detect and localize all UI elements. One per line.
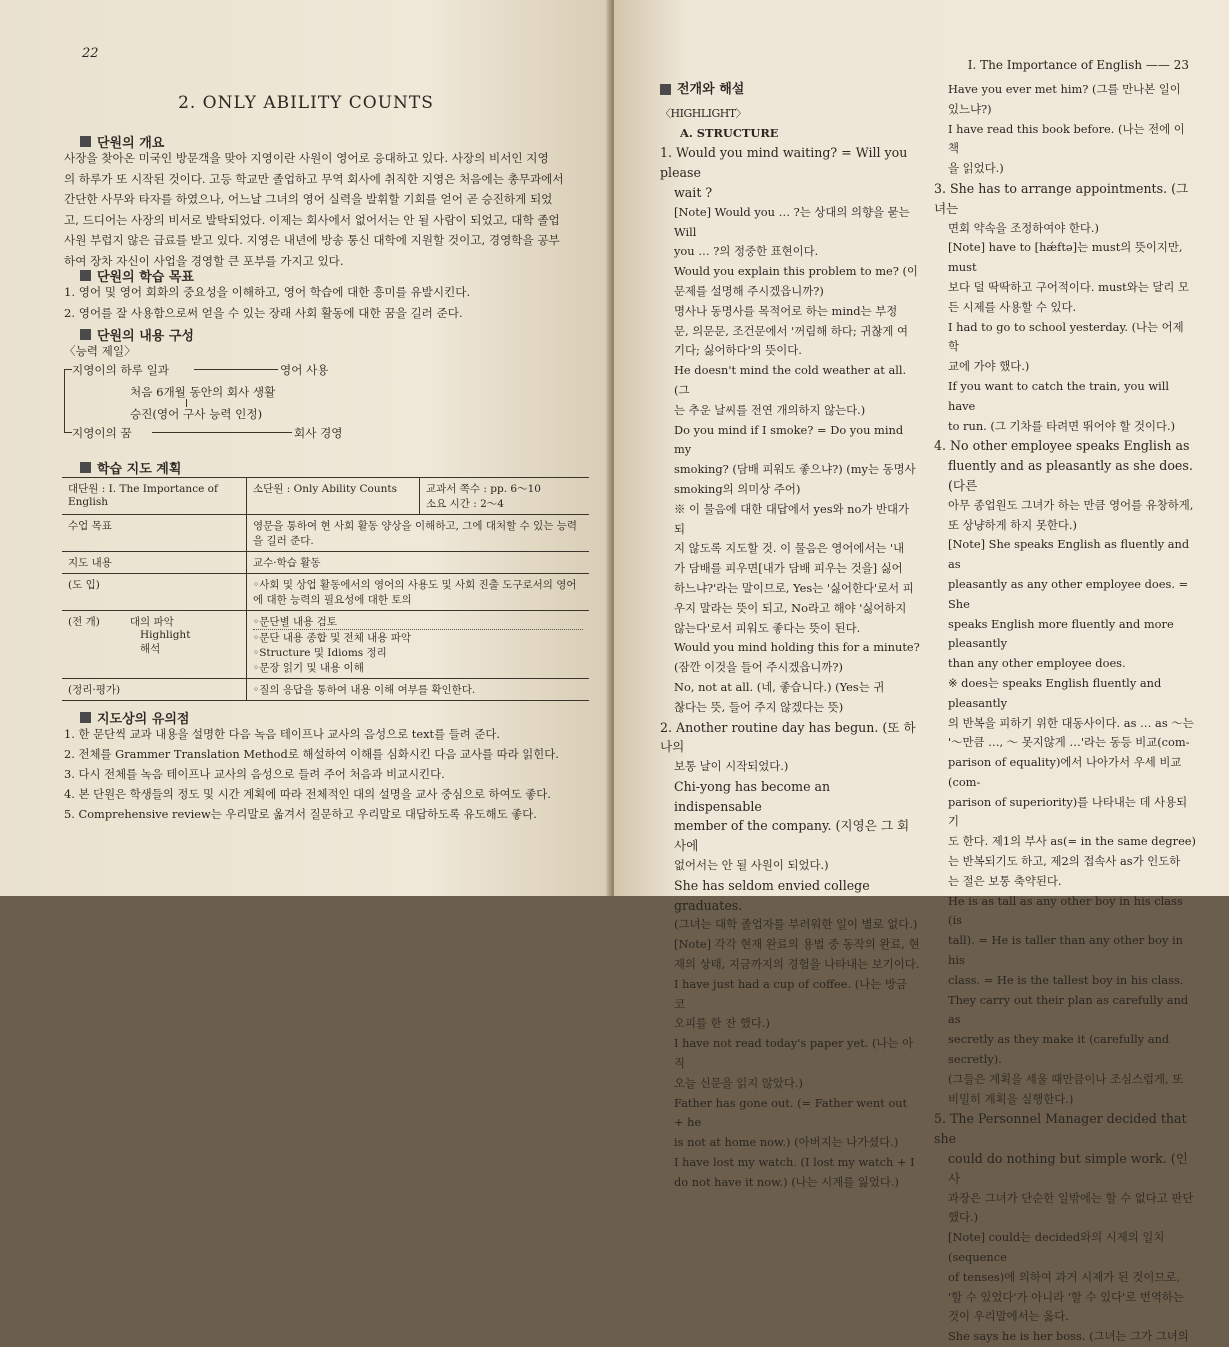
text-line: Do you mind if I smoke? = Do you mind my xyxy=(674,422,904,457)
tree-node: 지영이의 꿈 xyxy=(72,426,132,440)
text-line: I have read this book before. (나는 전에 이 책 xyxy=(948,121,1185,156)
text-line: [Note] could는 decided와의 시제의 일치(sequence xyxy=(948,1230,1165,1265)
text-line: 문제를 설명해 주시겠읍니까?) xyxy=(674,283,824,298)
text-line: [Note] Would you … ?는 상대의 의향을 묻는 Will xyxy=(674,204,910,239)
text-line: 우지 말라는 뜻이 되고, No라고 해야 '싫어하지 xyxy=(674,600,907,615)
text-line: secretly as they make it (carefully and secretly). xyxy=(948,1032,1170,1067)
text-line: 것이 우리말에서는 옳다. xyxy=(948,1309,1069,1324)
structure-heading: A. STRUCTURE xyxy=(680,125,779,140)
overview-heading: 단원의 개요 xyxy=(80,132,164,151)
content-tree xyxy=(62,362,362,442)
text-line: class. = He is the tallest boy in his class. xyxy=(948,972,1184,987)
table-row xyxy=(62,574,589,611)
text-line: 오피를 한 잔 했다.) xyxy=(674,1016,770,1031)
text-line: 명사나 동명사를 목적어로 하는 mind는 부정 xyxy=(674,303,898,318)
tree-node: 승진(영어 구사 능력 인정) xyxy=(130,407,263,421)
text-line: 오늘 신문을 읽지 않았다.) xyxy=(674,1075,803,1090)
text-line: He is as tall as any other boy in his class (is xyxy=(948,893,1183,928)
text-line: 1. Would you mind waiting? = Will you please xyxy=(660,145,908,181)
text-line: 2. Another routine day has begun. (또 하나의 xyxy=(660,719,916,755)
text-line: 교에 가야 했다.) xyxy=(948,359,1030,374)
text-line: 는 추운 날씨를 전연 개의하지 않는다.) xyxy=(674,402,866,417)
text-line: 보통 날이 시작되었다.) xyxy=(674,759,789,774)
text-line: Would you explain this problem to me? (이 xyxy=(674,264,918,279)
table-cell: 소단원 : Only Ability Counts xyxy=(247,478,420,515)
content-heading: 단원의 내용 구성 xyxy=(80,325,194,344)
goals-list xyxy=(64,282,470,323)
text-line: If you want to catch the train, you will have xyxy=(948,378,1170,413)
list-item: 2. 전체를 Grammer Translation Method로 해설하여 이해를 심화시킨 다음 교사를 따라 읽힌다. xyxy=(64,747,559,761)
table-cell: 영문을 통하여 현 사회 활동 양상을 이해하고, 그에 대처할 수 있는 능력을 길러 준다. xyxy=(247,515,590,552)
table-cell: 대단원 : Ⅰ. The Importance of English xyxy=(62,478,247,515)
text-line: 도 한다. 제1의 부사 as(= in the same degree) xyxy=(948,834,1196,849)
table-row xyxy=(62,552,589,574)
text-line: 지 않도록 지도할 것. 이 물음은 영어에서는 '내 xyxy=(674,541,905,556)
text-line: 또 상냥하게 하지 못한다.) xyxy=(948,517,1077,532)
tree-node: 지영이의 하루 일과 xyxy=(72,363,169,377)
table-cell: ◦사회 및 상업 활동에서의 영어의 사용도 및 사회 진출 도구로서의 영어에 대한 능력의 필요성에 대한 토의 xyxy=(247,574,590,611)
tips-list xyxy=(64,724,559,824)
text-line: of tenses)에 의하여 과거 시제가 된 것이므로, xyxy=(948,1269,1180,1284)
text-line: 없어서는 안 될 사원이 되었다.) xyxy=(674,858,829,873)
table-cell: (전 개) 대의 파악 Highlight 해석 xyxy=(62,611,247,679)
text-line: [Note] have to [hǽftə]는 must의 뜻이지만, must xyxy=(948,240,1183,275)
text-line: Father has gone out. (= Father went out + he xyxy=(674,1095,908,1130)
text-line: 아무 종업원도 그녀가 하는 만큼 영어를 유창하게, xyxy=(948,497,1194,512)
lesson-plan-table xyxy=(62,477,589,701)
page-number-left: 22 xyxy=(82,46,99,61)
text-line: member of the company. (지영은 그 회사에 xyxy=(674,818,910,854)
highlight-banner: 〈HIGHLIGHT〉 xyxy=(660,106,747,120)
text-line: (그들은 계획을 세울 때만큼이나 조심스럽게, 또 xyxy=(948,1071,1184,1086)
square-bullet-icon xyxy=(80,712,91,723)
square-bullet-icon xyxy=(80,462,91,473)
table-row xyxy=(62,478,589,515)
text-line: than any other employee does. xyxy=(948,656,1126,671)
tips-heading: 지도상의 유의점 xyxy=(80,708,189,727)
text-line: I have not read today's paper yet. (나는 아직 xyxy=(674,1036,914,1071)
text-line: '할 수 있었다'가 아니라 '할 수 있다'로 번역하는 xyxy=(948,1289,1184,1304)
text-line: She says he is her boss. (그녀는 그가 그녀의 xyxy=(948,1329,1189,1344)
table-row xyxy=(62,679,589,701)
text-line: fluently and as pleasantly as she does. (다른 xyxy=(948,458,1193,493)
running-header: Ⅰ. The Importance of English —— 23 xyxy=(967,58,1189,72)
text-line: I have just had a cup of coffee. (나는 방금 코 xyxy=(674,976,907,1011)
text-line: 을 읽었다.) xyxy=(948,161,1004,176)
table-row xyxy=(62,515,589,552)
text-line: pleasantly as any other employee does. = She xyxy=(948,576,1189,611)
text-line: 과장은 그녀가 단순한 일밖에는 할 수 없다고 판단 xyxy=(948,1190,1194,1205)
text-line: He doesn't mind the cold weather at all. (그 xyxy=(674,363,907,397)
list-item: 1. 영어 및 영어 회화의 중요성을 이해하고, 영어 학습에 대한 흥미를 유발시킨다. xyxy=(64,285,471,299)
text-line: 면회 약속을 조정하여야 한다.) xyxy=(948,220,1099,235)
text-line: you … ?의 정중한 표현이다. xyxy=(674,244,819,259)
text-line: ※ does는 speaks English fluently and pleasantly xyxy=(948,675,1162,710)
text-line: ※ 이 물음에 대한 대답에서 yes와 no가 반대가 되 xyxy=(674,501,910,536)
text-line: 4. No other employee speaks English as xyxy=(934,438,1190,454)
text-line: 문, 의문문, 조건문에서 '꺼림해 하다; 귀찮게 여 xyxy=(674,323,908,338)
text-line: Chi-yong has become an indispensable xyxy=(674,778,831,814)
text-line: [Note] She speaks English as fluently and as xyxy=(948,537,1190,572)
text-line: tall). = He is taller than any other boy in his xyxy=(948,933,1183,968)
table-cell: 교수·학습 활동 xyxy=(247,552,590,574)
square-bullet-icon xyxy=(80,136,91,147)
right-column-1 xyxy=(660,80,920,1193)
text-line: 고, 드디어는 사장의 비서로 발탁되었다. 이제는 회사에서 없어서는 안 될 사람이 되었고, 대학 졸업 xyxy=(64,212,560,227)
text-line: 든 시제를 사용할 수 있다. xyxy=(948,299,1077,314)
text-line: 3. She has to arrange appointments. (그녀는 xyxy=(934,180,1189,216)
text-line: 의 하루가 또 시작된 것이다. 고등 학교만 졸업하고 무역 회사에 취직한 지영은 처음에는 총무과에서 xyxy=(64,171,564,186)
text-line: 기다; 싫어하다'의 뜻이다. xyxy=(674,343,802,358)
square-bullet-icon xyxy=(660,84,671,95)
text-line: to run. (그 기차를 타려면 뛰어야 할 것이다.) xyxy=(948,418,1176,433)
text-line: 는 반복되기도 하고, 제2의 접속사 as가 인도하 xyxy=(948,854,1181,869)
text-line: Would you mind holding this for a minute? xyxy=(674,640,920,655)
left-page xyxy=(0,0,612,896)
table-cell: 수업 목표 xyxy=(62,515,247,552)
list-item: 3. 다시 전체를 녹음 테이프나 교사의 음성으로 들려 주어 처음과 비교시킨다. xyxy=(64,767,445,781)
text-line: 있느냐?) xyxy=(948,101,992,116)
text-line: 사장을 찾아온 미국인 방문객을 맞아 지영이란 사원이 영어로 응대하고 있다. 사장의 비서인 지영 xyxy=(64,151,549,165)
list-item: 5. Comprehensive review는 우리말로 옮겨서 질문하고 우리말로 대답하도록 유도해도 좋다. xyxy=(64,807,537,821)
explanation-heading: 전개와 해설 xyxy=(660,80,920,100)
table-cell: ◦문단별 내용 검토 ◦문단 내용 종합 및 전체 내용 파악 ◦Structure 및 Idioms 정리 ◦문장 읽기 및 내용 이해 xyxy=(247,611,590,679)
text-line: 않는다'로서 피워도 좋다는 뜻이 된다. xyxy=(674,620,861,635)
text-line: [Note] 각각 현재 완료의 용법 중 동작의 완료, 현 xyxy=(674,937,920,952)
content-subtitle: 〈능력 제일〉 xyxy=(64,344,136,358)
text-line: could do nothing but simple work. (인사 xyxy=(948,1151,1188,1186)
text-line: She has seldom envied college graduates. xyxy=(674,877,870,913)
text-line: I had to go to school yesterday. (나는 어제 학 xyxy=(948,319,1184,354)
tree-node: 회사 경영 xyxy=(294,426,343,440)
chapter-title: 2. ONLY ABILITY COUNTS xyxy=(178,93,434,113)
right-page xyxy=(614,0,1229,1344)
table-cell: 지도 내용 xyxy=(62,552,247,574)
text-line: '～만큼 …, ～ 못지않게 …'라는 동등 비교(com- xyxy=(948,735,1190,750)
text-line: smoking? (담배 피워도 좋으냐?) (my는 동명사 xyxy=(674,462,916,477)
text-line: Have you ever met him? (그를 만나본 일이 xyxy=(948,82,1181,96)
text-line: smoking의 의미상 주어) xyxy=(674,481,801,496)
text-line: 찮다는 뜻, 들어 주지 않겠다는 뜻) xyxy=(674,699,844,714)
square-bullet-icon xyxy=(80,270,91,281)
text-line: 했다.) xyxy=(948,1210,979,1225)
text-line: 가 담배를 피우면[내가 담배 피우는 것을] 싫어 xyxy=(674,561,903,576)
text-line: 비밀히 계획을 실행한다.) xyxy=(948,1091,1074,1106)
text-line: 사원 부럽지 않은 급료를 받고 있다. 지영은 내년에 방송 통신 대학에 지원할 것이고, 경영학을 공부 xyxy=(64,233,560,247)
list-item: 4. 본 단원은 학생들의 정도 및 시간 계획에 따라 전체적인 대의 설명을 교사 중심으로 하여도 좋다. xyxy=(64,787,551,801)
text-line: 5. The Personnel Manager decided that she xyxy=(934,1111,1187,1147)
tree-node: 처음 6개월 동안의 회사 생활 xyxy=(130,385,276,399)
text-line: speaks English more fluently and more pleasantly xyxy=(948,616,1174,651)
text-line: 의 반복을 피하기 위한 대동사이다. as … as ～는 xyxy=(948,715,1194,730)
list-item: 1. 한 문단씩 교과 내용을 설명한 다음 녹음 테이프나 교사의 음성으로 text를 들려 준다. xyxy=(64,727,500,741)
text-line: 간단한 사무와 타자를 하였으나, 어느날 그녀의 영어 실력을 발휘할 기회를 얻어 곧 승진하게 되었 xyxy=(64,192,553,206)
text-line: They carry out their plan as carefully and as xyxy=(948,992,1189,1027)
goals-heading: 단원의 학습 목표 xyxy=(80,266,194,285)
square-bullet-icon xyxy=(80,329,91,340)
text-line: 는 절은 보통 축약된다. xyxy=(948,873,1062,888)
text-line: 하여 장차 자신이 사업을 경영할 큰 포부를 가지고 있다. xyxy=(64,253,344,268)
text-line: (그녀는 대학 졸업자를 부러워한 일이 별로 없다.) xyxy=(674,917,918,932)
right-column-2 xyxy=(934,80,1196,1347)
text-line: do not have it now.) (나는 시계를 잃었다.) xyxy=(674,1174,899,1189)
table-cell: (도 입) xyxy=(62,574,247,611)
plan-heading: 학습 지도 계획 xyxy=(80,458,181,477)
text-line: 하느냐?'라는 말이므로, Yes는 '싫어한다'로서 피 xyxy=(674,580,914,595)
overview-text xyxy=(64,148,599,271)
tree-node: 영어 사용 xyxy=(280,363,329,377)
table-cell: (정리·평가) xyxy=(62,679,247,701)
text-line: parison of equality)에서 나아가서 우세 비교(com- xyxy=(948,755,1182,789)
table-row xyxy=(62,611,589,679)
table-cell: ◦질의 응답을 통하여 내용 이해 여부를 확인한다. xyxy=(247,679,590,701)
text-line: parison of superiority)를 나타내는 데 사용되기 xyxy=(948,794,1188,829)
text-line: 재의 상태, 지금까지의 경험을 나타내는 보기이다. xyxy=(674,957,920,972)
text-line: wait ? xyxy=(674,184,713,200)
text-line: is not at home now.) (아버지는 나가셨다.) xyxy=(674,1135,899,1150)
text-line: 보다 덜 딱딱하고 구어적이다. must와는 달리 모 xyxy=(948,279,1189,294)
text-line: (잠깐 이것을 들어 주시겠읍니까?) xyxy=(674,660,843,675)
text-line: I have lost my watch. (I lost my watch + I xyxy=(674,1155,915,1170)
text-line: No, not at all. (네, 좋습니다.) (Yes는 귀 xyxy=(674,679,885,694)
table-cell: 교과서 쪽수 : pp. 6～10 소요 시간 : 2～4 xyxy=(420,478,590,515)
list-item: 2. 영어를 잘 사용함으로써 얻을 수 있는 장래 사회 활동에 대한 꿈을 길러 준다. xyxy=(64,305,463,320)
